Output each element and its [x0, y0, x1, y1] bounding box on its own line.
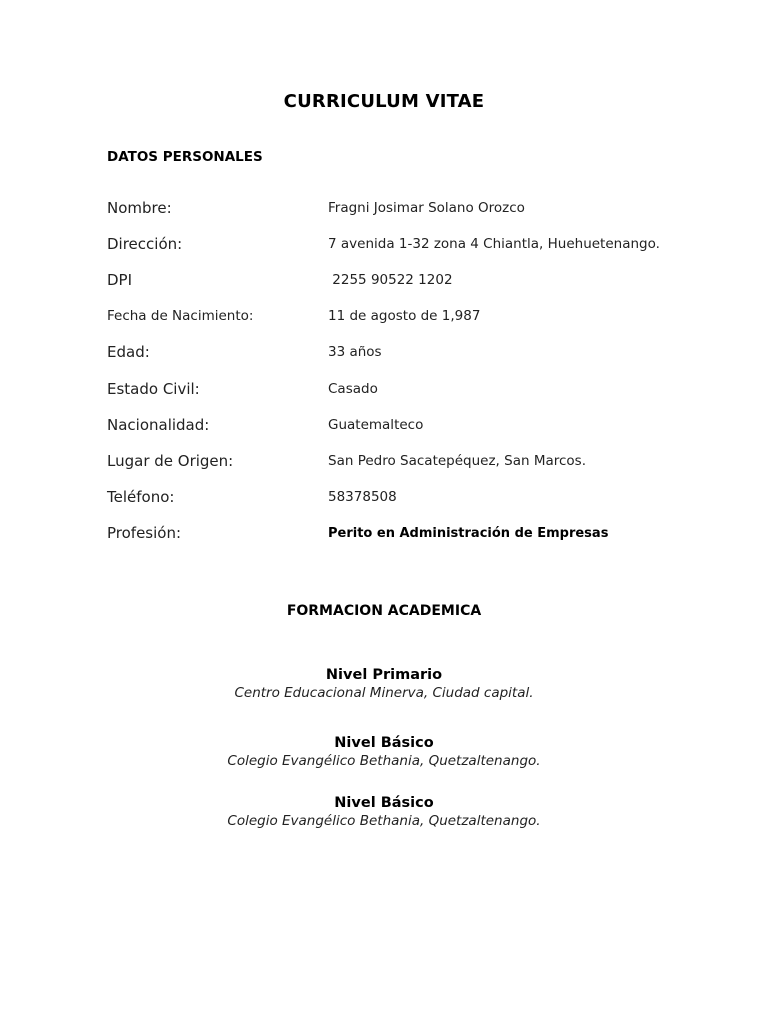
personal-row-origin [0, 452, 768, 476]
personal-row-marital-status [0, 380, 768, 404]
personal-row-name [0, 199, 768, 223]
personal-row-nationality [0, 416, 768, 440]
education-school: Centro Educacional Minerva, Ciudad capital. [234, 685, 534, 701]
education-level: Nivel Básico [334, 735, 434, 751]
personal-row-address [0, 235, 768, 259]
education-level: Nivel Primario [325, 667, 443, 683]
field-label: Fecha de Nacimiento: [107, 308, 254, 324]
field-value: Perito en Administración de Empresas [328, 526, 609, 541]
field-label: Teléfono: [107, 488, 175, 506]
field-value: San Pedro Sacatepéquez, San Marcos. [328, 453, 587, 469]
education-item [0, 794, 768, 830]
personal-data-heading: DATOS PERSONALES [107, 149, 263, 165]
field-value: Guatemalteco [328, 417, 424, 433]
document-title: CURRICULUM VITAE [283, 91, 485, 112]
field-value: Fragni Josimar Solano Orozco [328, 200, 525, 216]
field-label: Lugar de Origen: [107, 452, 234, 470]
personal-row-profession [0, 524, 768, 548]
field-label: Estado Civil: [107, 380, 200, 398]
field-value: 33 años [328, 344, 382, 360]
field-label: Nombre: [107, 199, 172, 217]
education-level: Nivel Básico [334, 795, 434, 811]
education-school: Colegio Evangélico Bethania, Quetzaltenango. [227, 813, 541, 829]
field-label: DPI [107, 271, 133, 289]
personal-row-age [0, 343, 768, 367]
field-label: Edad: [107, 343, 150, 361]
field-label: Profesión: [107, 524, 182, 542]
field-value: 7 avenida 1-32 zona 4 Chiantla, Huehuetenango. [328, 236, 660, 252]
field-label: Dirección: [107, 235, 183, 253]
academic-heading: FORMACION ACADEMICA [286, 603, 482, 619]
field-value: 11 de agosto de 1,987 [328, 308, 481, 324]
field-value: 2255 90522 1202 [328, 272, 453, 288]
personal-row-birthdate [0, 307, 768, 331]
personal-row-phone [0, 488, 768, 512]
field-value: Casado [328, 381, 378, 397]
field-label: Nacionalidad: [107, 416, 210, 434]
education-item [0, 666, 768, 702]
education-school: Colegio Evangélico Bethania, Quetzaltenango. [227, 753, 541, 769]
personal-row-dpi [0, 271, 768, 295]
field-value: 58378508 [328, 489, 397, 505]
education-item [0, 734, 768, 770]
